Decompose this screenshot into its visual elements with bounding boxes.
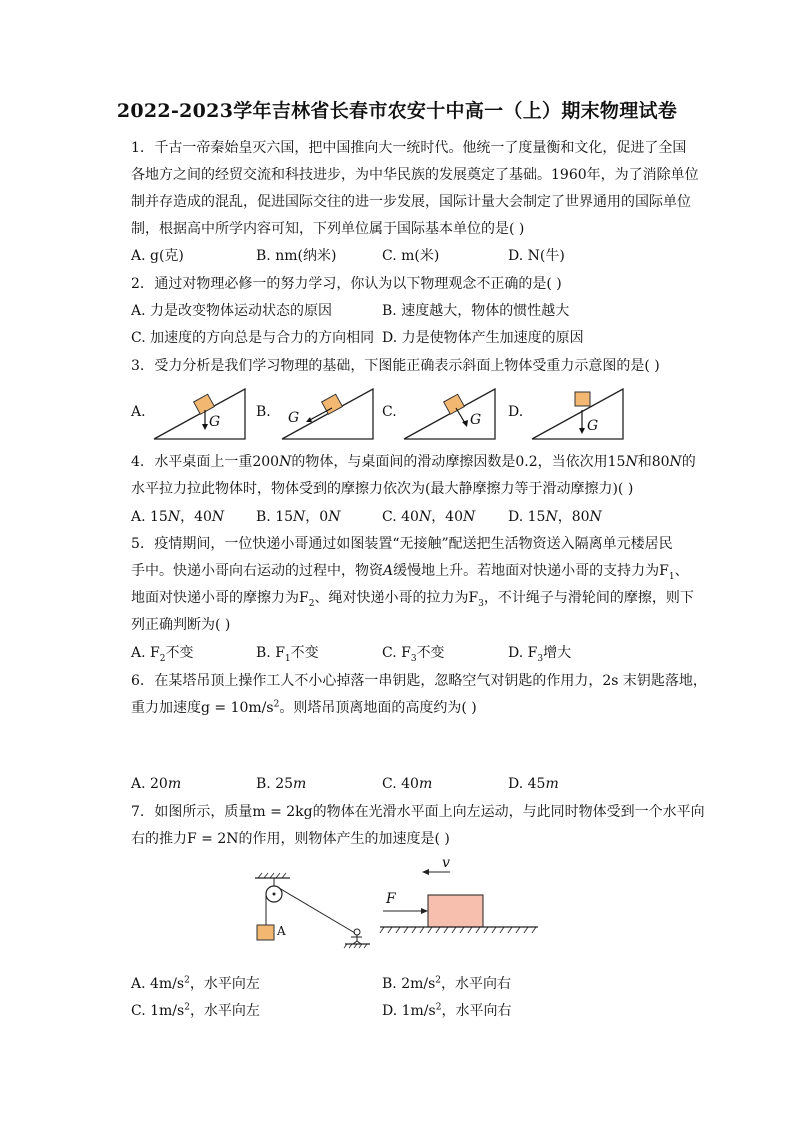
question-5-line-4: 列正确判断为( )	[131, 617, 231, 633]
q6-option-a	[131, 776, 181, 792]
text: 重力加速度g = 10m/s	[131, 700, 274, 716]
text: A. F	[131, 645, 160, 661]
unit: m	[167, 776, 182, 792]
unit: m	[293, 776, 307, 792]
text: ，水平向右	[441, 976, 512, 992]
unit: N	[463, 509, 476, 525]
text: 的	[681, 454, 696, 470]
subscript: 3	[478, 598, 484, 609]
question-1-line-3: 制并存造成的混乱，促进国际交往的进一步发展，国际计量大会制定了世界通用的国际单位	[131, 194, 691, 210]
text: D. 1m/s	[382, 1003, 436, 1019]
superscript: 2	[273, 699, 280, 710]
q3-option-a: A.	[131, 404, 146, 420]
unit: N	[589, 509, 602, 525]
force-label-g: G	[470, 412, 482, 428]
question-1-line-1	[131, 140, 686, 156]
unit: N	[328, 509, 341, 525]
text: A. 20	[131, 776, 168, 792]
text: D. 45	[508, 776, 546, 792]
question-4-line-2: 水平拉力拉此物体时，物体受到的摩擦力依次为(最大静摩擦力等于滑动摩擦力)( )	[131, 481, 634, 497]
text: ，40	[180, 509, 212, 525]
subscript: 1	[668, 571, 675, 582]
question-number: 6.	[131, 673, 145, 689]
question-text: 通过对物理必修一的努力学习，你认为以下物理观念不正确的是( )	[154, 276, 562, 292]
question-5-line-3	[131, 590, 694, 609]
text: B. 15	[256, 509, 294, 525]
text: ，不计绳子与滑轮间的摩擦，则下	[483, 590, 694, 606]
question-3-line-1	[131, 358, 660, 374]
text: ，水平向右	[441, 1003, 512, 1019]
text: 增大	[543, 645, 572, 661]
text: 和	[637, 454, 652, 470]
q6-option-d	[508, 776, 559, 792]
force-label-g: G	[587, 418, 599, 434]
question-5-line-2	[131, 563, 689, 582]
incline-figure-c	[402, 384, 498, 442]
text: 、	[674, 563, 689, 579]
unit: N	[293, 509, 306, 525]
text: 手中。快递小哥向右运动的过程中，物资	[131, 563, 383, 579]
force-label-g: G	[288, 410, 300, 426]
q4-option-d	[508, 509, 602, 525]
text: 不变	[416, 645, 445, 661]
text: B. 25	[256, 776, 294, 792]
superscript: 2	[435, 1002, 442, 1013]
q5-option-b	[256, 645, 319, 664]
pulley-figure	[250, 870, 375, 950]
text: A. 15	[131, 509, 168, 525]
text: C. F	[382, 645, 411, 661]
text: ，水平向左	[189, 1003, 260, 1019]
page-title: 2022-2023学年吉林省长春市农安十中高一（上）期末物理试卷	[116, 100, 678, 122]
q5-option-a	[131, 645, 194, 664]
unit: N	[418, 509, 432, 525]
unit: N	[625, 454, 638, 470]
question-7-line-1	[131, 804, 705, 820]
text: C. 1m/s	[131, 1003, 185, 1019]
text: B. 2m/s	[382, 976, 436, 992]
text: A. 4m/s	[131, 976, 185, 992]
subscript: 3	[537, 653, 544, 664]
mass-label-a: A	[277, 924, 286, 938]
text: D. F	[508, 645, 538, 661]
question-6-line-2	[131, 700, 477, 716]
q6-option-b	[256, 776, 306, 792]
text: 缓慢地上升。若地面对快递小哥的支持力为F	[393, 563, 669, 579]
text: ，0	[305, 509, 329, 525]
q3-option-b: B.	[256, 404, 271, 420]
velocity-label-v: v	[442, 855, 450, 871]
q1-option-c: C. m(米)	[382, 248, 440, 264]
q2-option-d: D. 力是使物体产生加速度的原因	[382, 330, 584, 346]
question-text: 疫情期间，一位快递小哥通过如图装置“无接触”配送把生活物资送入隔离单元楼居民	[154, 536, 673, 552]
q2-option-a: A. 力是改变物体运动状态的原因	[131, 303, 333, 319]
unit: m	[418, 776, 433, 792]
unit: N	[669, 454, 682, 470]
unit: m	[545, 776, 559, 792]
q2-option-c: C. 加速度的方向总是与合力的方向相同	[131, 330, 375, 346]
text: 15	[607, 454, 626, 470]
force-label-g: G	[209, 414, 221, 430]
text: 的物体，与桌面间的滑动摩擦因数是0.2，当依次用	[291, 454, 608, 470]
incline-figure-d	[530, 384, 626, 442]
q7-option-c	[131, 1003, 260, 1019]
text: ，水平向左	[189, 976, 260, 992]
unit: N	[279, 454, 292, 470]
q4-option-a	[131, 509, 224, 525]
incline-figure-a	[152, 384, 248, 442]
question-number: 4.	[131, 454, 145, 470]
subscript: 1	[284, 653, 291, 664]
q7-option-d	[382, 1003, 511, 1019]
unit: N	[211, 509, 225, 525]
superscript: 2	[435, 975, 442, 986]
question-number: 7.	[131, 804, 145, 820]
question-1-line-2: 各地方之间的经贸交流和科技进步，为中华民族的发展奠定了基础。1960年，为了消除单位	[131, 167, 699, 183]
force-label-f: F	[386, 891, 396, 907]
question-1-line-4: 制，根据高中所学内容可知，下列单位属于国际基本单位的是( )	[131, 221, 525, 237]
question-text: 受力分析是我们学习物理的基础，下图能正确表示斜面上物体受重力示意图的是( )	[154, 358, 660, 374]
q5-option-c	[382, 645, 445, 664]
incline-figure-b	[280, 384, 376, 442]
question-text: 在某塔吊顶上操作工人不小心掉落一串钥匙，忽略空气对钥匙的作用力，2s 末钥匙落地，	[154, 673, 707, 689]
q3-option-d: D.	[508, 404, 524, 420]
question-4-line-1	[131, 454, 696, 470]
superscript: 2	[184, 1002, 190, 1013]
q1-option-a: A. g(克)	[131, 248, 184, 264]
text: A	[383, 563, 394, 579]
question-2-line-1	[131, 276, 562, 292]
q7-option-a	[131, 976, 260, 992]
text: 。则塔吊顶离地面的高度约为( )	[279, 700, 477, 716]
text: 、绳对快递小哥的拉力为F	[314, 590, 479, 606]
question-5-line-1	[131, 536, 673, 552]
text: C. 40	[382, 776, 419, 792]
text: 不变	[290, 645, 319, 661]
unit: N	[167, 509, 181, 525]
question-text: 如图所示，质量m = 2kg的物体在光滑水平面上向左运动，与此同时物体受到一个水平向	[154, 804, 705, 820]
text: 不变	[165, 645, 194, 661]
q1-option-d: D. N(牛)	[508, 248, 565, 264]
text: 200	[252, 454, 280, 470]
q1-option-b: B. nm(纳米)	[256, 248, 337, 264]
text: 80	[651, 454, 670, 470]
unit: N	[545, 509, 558, 525]
question-number: 1.	[131, 140, 145, 156]
text: D. 15	[508, 509, 546, 525]
block-figure	[378, 855, 543, 940]
text: ，40	[431, 509, 464, 525]
text: B. F	[256, 645, 285, 661]
q7-option-b	[382, 976, 511, 992]
superscript: 2	[184, 975, 190, 986]
q4-option-c	[382, 509, 475, 525]
text: 水平桌面上一重	[154, 454, 253, 470]
subscript: 2	[308, 598, 315, 609]
text: C. 40	[382, 509, 419, 525]
question-6-line-1	[131, 673, 707, 689]
subscript: 2	[159, 653, 166, 664]
q4-option-b	[256, 509, 340, 525]
question-7-line-2: 右的推力F = 2N的作用，则物体产生的加速度是( )	[131, 831, 450, 847]
text: 地面对快递小哥的摩擦力为F	[131, 590, 309, 606]
q3-option-c: C.	[382, 404, 397, 420]
question-number: 2.	[131, 276, 145, 292]
text: ，80	[557, 509, 590, 525]
q5-option-d	[508, 645, 572, 664]
q6-option-c	[382, 776, 432, 792]
question-text: 千古一帝秦始皇灭六国，把中国推向大一统时代。他统一了度量衡和文化，促进了全国	[154, 140, 687, 156]
subscript: 3	[410, 653, 417, 664]
question-number: 3.	[131, 358, 145, 374]
q2-option-b: B. 速度越大，物体的惯性越大	[382, 303, 570, 319]
question-number: 5.	[131, 536, 145, 552]
